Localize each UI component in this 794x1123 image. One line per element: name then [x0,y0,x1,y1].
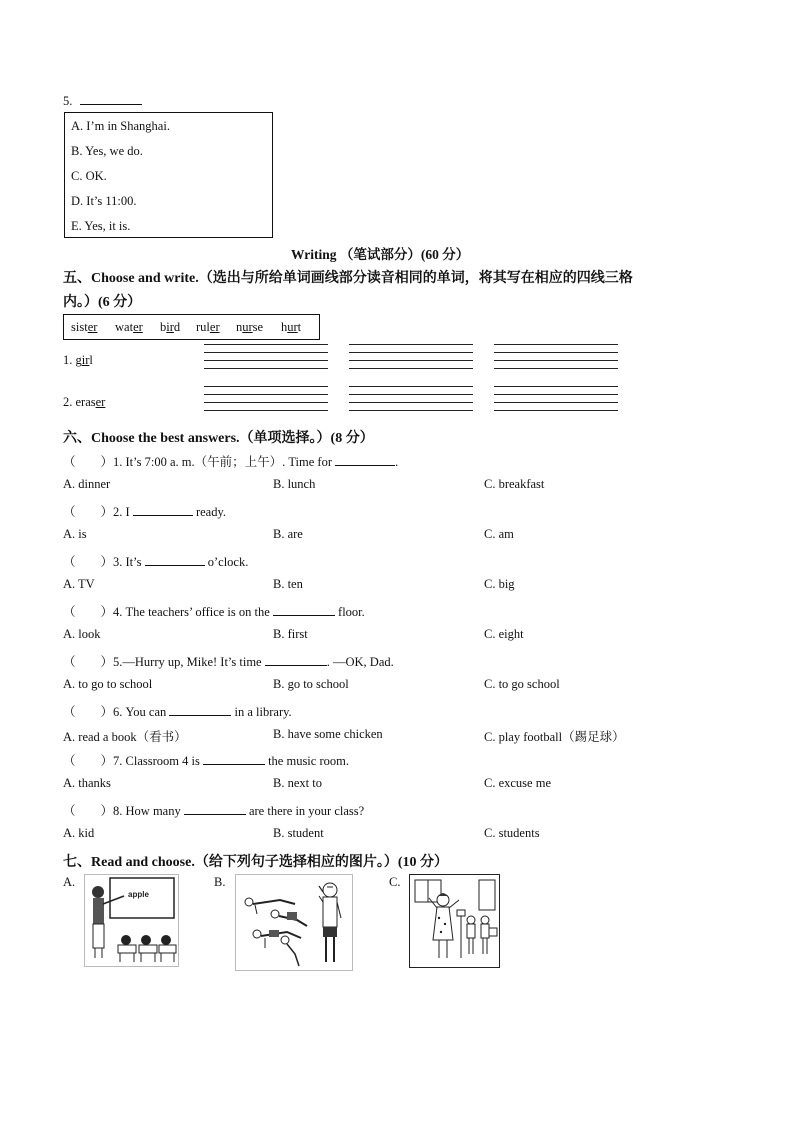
answer-blank[interactable] [335,453,395,466]
word-item: bird [160,320,181,334]
option-c[interactable]: C. excuse me [484,776,551,790]
picture-label-c: C. [389,875,401,889]
question-row: （ ）5.—Hurry up, Mike! It’s time . —OK, Dad. [63,655,394,669]
writing-grid[interactable] [494,386,618,411]
option-c[interactable]: C. to go school [484,677,560,691]
question-row: （ ）8. How many are there in your class? [63,804,365,818]
option-a[interactable]: A. dinner [63,477,111,491]
section5-item-1: 1. girl [63,353,93,367]
option-a[interactable]: A. TV [63,577,95,591]
word-item: water [115,320,143,334]
picture-label-b: B. [214,875,226,889]
question-row: （ ）6. You can in a library. [63,705,292,719]
answer-paren[interactable]: （ ） [63,505,114,519]
option-c[interactable]: C. am [484,527,514,541]
word-item: sister [71,320,98,334]
answer-blank[interactable] [184,802,246,815]
option-c[interactable]: C. play football（踢足球） [484,730,625,744]
option-a[interactable]: A. to go to school [63,677,153,691]
option-b[interactable]: B. go to school [273,677,349,691]
option-a[interactable]: A. thanks [63,776,111,790]
word-item: hurt [281,320,302,334]
answer-blank[interactable] [203,752,265,765]
question-row: （ ）1. It’s 7:00 a. m.（午前；上午）. Time for . [63,455,399,469]
q5-label-row [63,92,142,109]
section5-title-line1: 五、Choose and write.（选出与所给单词画线部分读音相同的单词，将其写在相应的四线三格 [63,271,633,286]
q5-label: 5. [63,94,73,108]
option-b[interactable]: B. first [273,627,308,641]
option-c[interactable]: C. breakfast [484,477,545,491]
writing-grid[interactable] [494,344,618,369]
option-a[interactable]: A. look [63,627,101,641]
writing-grid[interactable] [204,344,328,369]
answer-blank[interactable] [133,503,193,516]
option-c[interactable]: C. students [484,826,540,840]
writing-grid[interactable] [349,344,473,369]
answer-paren[interactable]: （ ） [63,804,114,818]
picture-label-a: A. [63,875,76,889]
question-row: （ ）3. It’s o’clock. [63,555,249,569]
question-row: （ ）2. I ready. [63,505,227,519]
classroom-picture[interactable] [84,874,179,967]
option-b[interactable]: B. have some chicken [273,727,383,741]
answer-paren[interactable]: （ ） [63,455,114,469]
answer-paren[interactable]: （ ） [63,655,114,669]
q5-option-c: C. OK. [71,169,107,183]
option-b[interactable]: B. next to [273,776,322,790]
q5-option-a: A. I’m in Shanghai. [71,119,170,133]
option-b[interactable]: B. ten [273,577,303,591]
section7-title: 七、Read and choose.（给下列句子选择相应的图片。）(10 分） [63,855,449,870]
answer-paren[interactable]: （ ） [63,555,114,569]
pe-class-picture[interactable] [235,874,353,971]
music-room-picture[interactable] [409,874,500,968]
word-item: nurse [236,320,264,334]
section5-item-2: 2. eraser [63,395,106,409]
option-a[interactable]: A. kid [63,826,95,840]
q5-option-d: D. It’s 11:00. [71,194,137,208]
answer-paren[interactable]: （ ） [63,605,114,619]
writing-grid[interactable] [349,386,473,411]
section5-word-box [63,314,320,340]
option-c[interactable]: C. big [484,577,515,591]
option-b[interactable]: B. lunch [273,477,316,491]
answer-blank[interactable] [169,703,231,716]
answer-blank[interactable] [265,653,327,666]
q5-options-box [64,112,273,238]
option-a[interactable]: A. read a book（看书） [63,730,187,744]
option-a[interactable]: A. is [63,527,87,541]
writing-grid[interactable] [204,386,328,411]
answer-blank[interactable] [145,553,205,566]
q5-option-e: E. Yes, it is. [71,219,131,233]
q5-option-b: B. Yes, we do. [71,144,143,158]
option-b[interactable]: B. student [273,826,324,840]
section5-title-line2: 内。）(6 分） [63,295,142,310]
question-row: （ ）7. Classroom 4 is the music room. [63,754,349,768]
option-c[interactable]: C. eight [484,627,524,641]
word-item: ruler [196,320,220,334]
answer-blank[interactable] [273,603,335,616]
q5-answer-blank[interactable] [80,92,142,105]
section6-title: 六、Choose the best answers.（单项选择。）(8 分） [63,431,374,446]
answer-paren[interactable]: （ ） [63,754,114,768]
writing-header: Writing （笔试部分）(60 分） [291,247,470,262]
option-b[interactable]: B. are [273,527,303,541]
board-word: apple [128,890,149,899]
question-row: （ ）4. The teachers’ office is on the floor. [63,605,365,619]
answer-paren[interactable]: （ ） [63,705,114,719]
